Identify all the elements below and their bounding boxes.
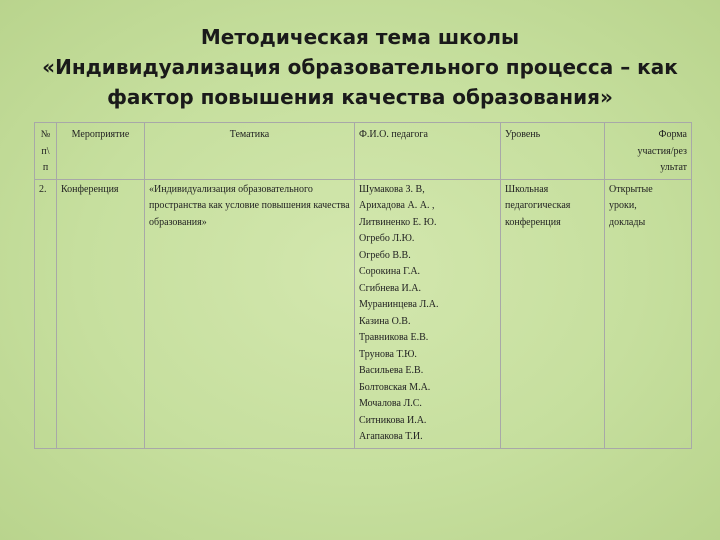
teacher-name: Огребо Л.Ю.	[359, 233, 415, 244]
teacher-name: Сгибнева И.А.	[359, 282, 421, 294]
header-teachers: Ф.И.О. педагога	[355, 123, 501, 180]
table-row	[35, 179, 692, 448]
header-level: Уровень	[501, 123, 605, 180]
teacher-name: Муранинцева Л.А.	[359, 299, 439, 310]
title-line-3: фактор повышения качества образования»	[107, 85, 613, 109]
cell-number: 2.	[35, 179, 57, 448]
cell-topic: «Индивидуализация образовательного пространства как условие повышения качества образования»	[145, 179, 355, 448]
teacher-name: Огребо В.В.	[359, 249, 411, 261]
slide-title	[20, 22, 700, 112]
teacher-name: Ситникова И.А.	[359, 414, 427, 426]
header-topic: Тематика	[145, 123, 355, 180]
teacher-name: Сорокина Г.А.	[359, 266, 421, 277]
title-line-2: «Индивидуализация образовательного процесса – как	[42, 55, 678, 79]
teacher-name: Казина О.В.	[359, 315, 411, 327]
cell-form: Открытые уроки, доклады	[605, 179, 692, 448]
teacher-name: Агапакова Т.И.	[359, 431, 423, 442]
teacher-name: Литвиненко Е. Ю.	[359, 216, 437, 228]
header-number: № п\ п	[35, 123, 57, 180]
header-event: Мероприятие	[57, 123, 145, 180]
teacher-name: Травникова Е.В.	[359, 332, 429, 343]
header-form: Форма участия/рез ультат	[605, 123, 692, 180]
teacher-name: Болтовская М.А.	[359, 381, 431, 393]
teacher-name: Васильева Е.В.	[359, 365, 424, 376]
teacher-name: Трунова Т.Ю.	[359, 348, 417, 360]
teacher-name: Арихадова А. А. ,	[359, 200, 435, 211]
cell-level: Школьная педагогическая конференция	[501, 179, 605, 448]
table-header-row	[35, 123, 692, 180]
cell-teachers	[355, 179, 501, 448]
cell-event: Конференция	[57, 179, 145, 448]
teacher-name: Мочалова Л.С.	[359, 398, 422, 409]
title-line-1: Методическая тема школы	[200, 25, 520, 49]
events-table	[34, 122, 692, 449]
teacher-name: Шумакова З. В,	[359, 183, 425, 195]
